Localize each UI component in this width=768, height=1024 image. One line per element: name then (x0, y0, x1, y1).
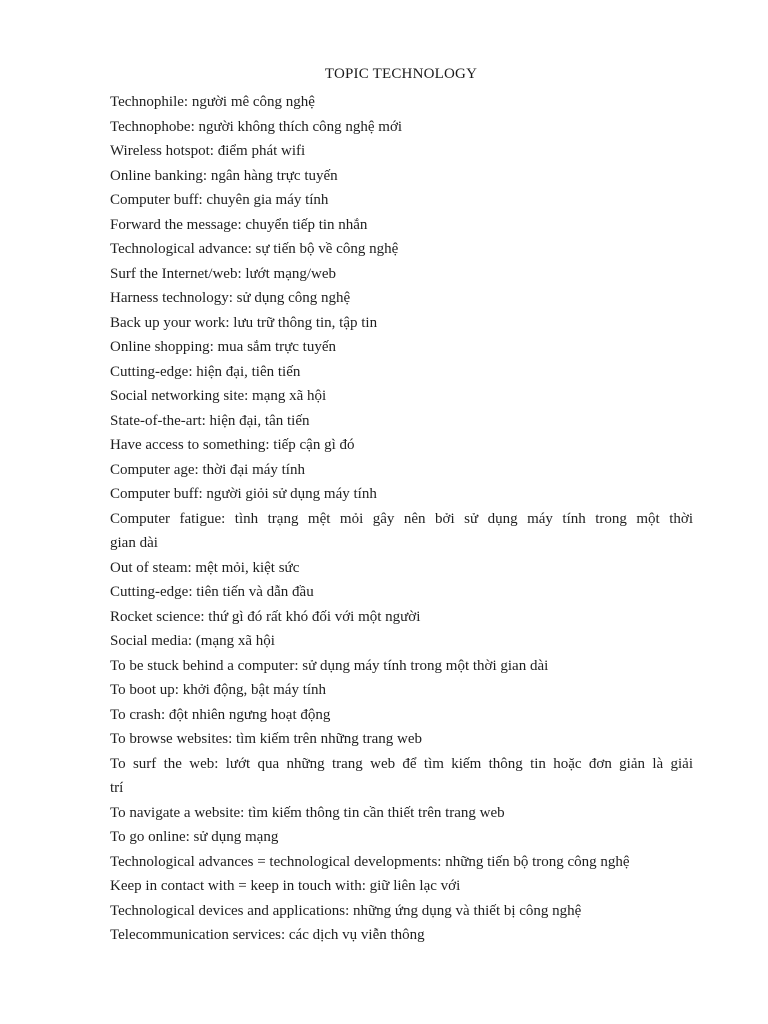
vocabulary-line: To go online: sử dụng mạng (110, 829, 279, 845)
vocabulary-line: Technological advance: sự tiến bộ về công nghệ (110, 241, 399, 257)
vocabulary-line: Keep in contact with = keep in touch with: giữ liên lạc với (110, 878, 461, 894)
vocabulary-line: Telecommunication services: các dịch vụ viễn thông (110, 927, 425, 943)
vocabulary-line: State-of-the-art: hiện đại, tân tiến (110, 412, 310, 429)
vocabulary-line: Computer buff: người giỏi sử dụng máy tính (110, 486, 377, 502)
vocabulary-line: Online banking: ngân hàng trực tuyến (110, 167, 338, 184)
vocabulary-list (110, 90, 693, 948)
vocabulary-line: Have access to something: tiếp cận gì đó (110, 437, 355, 453)
vocabulary-line: Technophobe: người không thích công nghệ mới (110, 118, 403, 135)
vocabulary-line: Social networking site: mạng xã hội (110, 388, 327, 404)
vocabulary-line: Technological devices and applications: những ứng dụng và thiết bị công nghệ (110, 902, 582, 919)
vocabulary-line: Out of steam: mệt mỏi, kiệt sức (110, 559, 300, 576)
vocabulary-line: Technophile: người mê công nghệ (110, 94, 315, 110)
vocabulary-line: Back up your work: lưu trữ thông tin, tập tin (110, 314, 378, 331)
vocabulary-line: To browse websites: tìm kiếm trên những trang web (110, 731, 423, 747)
vocabulary-line: Surf the Internet/web: lướt mạng/web (110, 265, 337, 282)
vocabulary-line: Computer age: thời đại máy tính (110, 461, 305, 478)
vocabulary-line: Rocket science: thứ gì đó rất khó đối với một người (110, 608, 421, 625)
vocabulary-line: Harness technology: sử dụng công nghệ (110, 290, 351, 306)
vocabulary-line: Forward the message: chuyển tiếp tin nhắn (110, 216, 368, 233)
vocabulary-line: Cutting-edge: hiện đại, tiên tiến (110, 363, 301, 380)
vocabulary-line: Online shopping: mua sắm trực tuyến (110, 339, 337, 355)
vocabulary-line: Social media: (mạng xã hội (110, 633, 275, 649)
document-title: TOPIC TECHNOLOGY (324, 66, 478, 82)
vocabulary-line-continuation: trí (110, 780, 124, 796)
vocabulary-line: To surf the web: lướt qua những trang web để tìm kiếm thông tin hoặc đơn giản là giải (110, 755, 693, 772)
vocabulary-line: Computer buff: chuyên gia máy tính (110, 192, 329, 208)
vocabulary-line: Computer fatigue: tình trạng mệt mỏi gây nên bởi sử dụng máy tính trong một thời (110, 510, 693, 527)
vocabulary-line: To navigate a website: tìm kiếm thông tin cần thiết trên trang web (110, 804, 505, 821)
vocabulary-line: To crash: đột nhiên ngưng hoạt động (110, 706, 331, 723)
vocabulary-line: Technological advances = technological developments: những tiến bộ trong công nghệ (110, 853, 630, 870)
vocabulary-line: To be stuck behind a computer: sử dụng máy tính trong một thời gian dài (110, 657, 549, 674)
vocabulary-line: Wireless hotspot: điểm phát wifi (110, 143, 306, 159)
vocabulary-line: To boot up: khởi động, bật máy tính (110, 682, 327, 698)
vocabulary-line: Cutting-edge: tiên tiến và dẫn đầu (110, 584, 314, 600)
vocabulary-line-continuation: gian dài (110, 535, 158, 551)
